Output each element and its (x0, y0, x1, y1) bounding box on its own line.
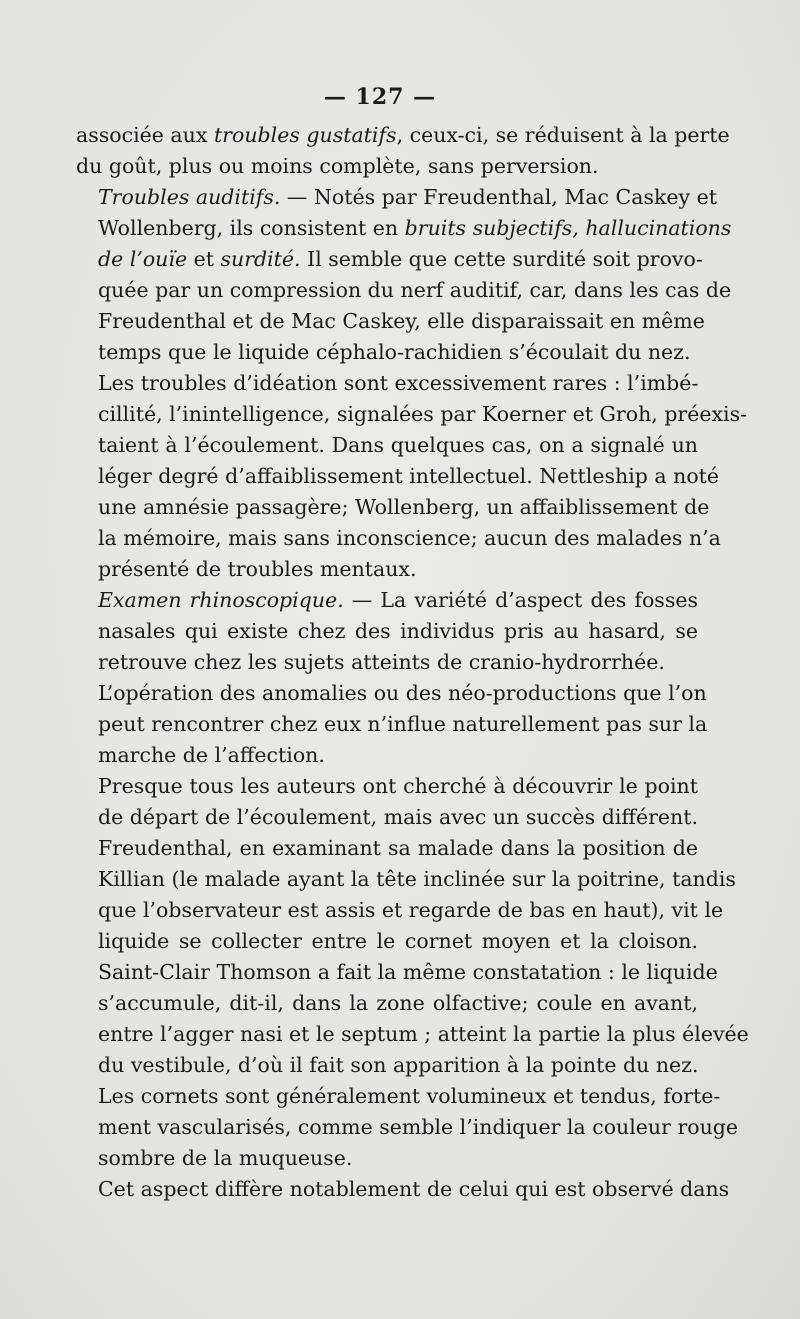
text-line (76, 802, 698, 833)
paragraph (76, 771, 749, 1081)
text-run: Les troubles d’idéation sont excessivement rares : l’imbé- (98, 371, 699, 395)
text-line (76, 709, 708, 740)
text-line (76, 492, 710, 523)
text-line (76, 678, 707, 709)
text-run: du goût, plus ou moins complète, sans perversion. (76, 154, 599, 178)
text-line (76, 864, 736, 895)
text-run: — La variété d’aspect des fosses (343, 588, 698, 612)
paragraph (76, 585, 698, 678)
text-run: cillité, l’inintelligence, signalées par Koerner et Groh, préexis- (98, 402, 748, 426)
text-line (76, 647, 698, 678)
text-line (76, 740, 698, 771)
body-text (76, 120, 749, 1205)
text-line (76, 337, 698, 368)
text-run: que l’observateur est assis et regarde de bas en haut), vit le (98, 898, 724, 922)
text-line (76, 368, 698, 399)
text-run: Les cornets sont généralement volumineux et tendus, forte- (98, 1084, 721, 1108)
text-line (76, 399, 748, 430)
text-run: ment vascularisés, comme semble l’indiquer la couleur rouge (98, 1115, 739, 1139)
text-run: associée aux (76, 123, 214, 147)
text-line (76, 895, 724, 926)
text-line (76, 182, 717, 213)
text-run: retrouve chez les sujets atteints de cranio-hydrorrhée. (98, 650, 665, 674)
text-line (76, 926, 698, 957)
text-run: , ceux-ci, se réduisent à la perte (396, 123, 730, 147)
paragraph (76, 1174, 730, 1205)
text-run: peut rencontrer chez eux n’influe naturellement pas sur la (98, 712, 708, 736)
text-run: et (187, 247, 221, 271)
text-run: entre l’agger nasi et le septum ; atteint la partie la plus élevée (98, 1022, 749, 1046)
text-run: taient à l’écoulement. Dans quelques cas, on a signalé un (98, 433, 698, 457)
text-line (76, 1019, 749, 1050)
text-line (76, 957, 718, 988)
text-run: temps que le liquide céphalo-rachidien s’écoulait du nez. (98, 340, 691, 364)
italic-text: Troubles auditifs. (98, 185, 281, 209)
text-line (76, 1081, 721, 1112)
text-run: quée par un compression du nerf auditif, car, dans les cas de (98, 278, 732, 302)
text-run: Freudenthal, en examinant sa malade dans la position de (98, 836, 698, 860)
text-line (76, 771, 698, 802)
text-line (76, 461, 720, 492)
text-line (76, 430, 698, 461)
text-run: sombre de la muqueuse. (98, 1146, 353, 1170)
paragraph (76, 368, 748, 585)
text-line (76, 244, 703, 275)
text-line (76, 988, 698, 1019)
text-run: liquide se collecter entre le cornet moyen et la cloison. (98, 929, 698, 953)
text-run: s’accumule, dit-il, dans la zone olfactive; coule en avant, (98, 991, 698, 1015)
text-run: une amnésie passagère; Wollenberg, un affaiblissement de (98, 495, 710, 519)
text-run: Killian (le malade ayant la tête inclinée sur la poitrine, tandis (98, 867, 736, 891)
paragraph (76, 182, 732, 368)
text-run: nasales qui existe chez des individus pris au hasard, se (98, 619, 698, 643)
text-line (76, 120, 730, 151)
text-run: Freudenthal et de Mac Caskey, elle disparaissait en même (98, 309, 705, 333)
text-line (76, 1050, 698, 1081)
text-run: Wollenberg, ils consistent en (98, 216, 405, 240)
text-run: présenté de troubles mentaux. (98, 557, 417, 581)
text-line (76, 523, 721, 554)
text-line (76, 554, 698, 585)
text-run: du vestibule, d’où il fait son apparition à la pointe du nez. (98, 1053, 699, 1077)
text-line (76, 306, 705, 337)
text-line (76, 1112, 739, 1143)
text-run: L’opération des anomalies ou des néo-productions que l’on (98, 681, 707, 705)
italic-text: bruits subjectifs, hallucinations (404, 216, 732, 240)
text-run: — Notés par Freudenthal, Mac Caskey et (280, 185, 717, 209)
italic-text: Examen rhinoscopique. (98, 588, 344, 612)
text-run: Cet aspect diffère notablement de celui qui est observé dans (98, 1177, 730, 1201)
italic-text: troubles gustatifs (213, 123, 397, 147)
text-run: marche de l’affection. (98, 743, 325, 767)
text-line (76, 1174, 730, 1205)
page-number: — 127 — (323, 84, 437, 110)
paragraph (76, 678, 708, 771)
text-line (76, 275, 732, 306)
text-line (76, 616, 698, 647)
text-line (76, 1143, 698, 1174)
paragraph (76, 1081, 739, 1174)
italic-text: de l’ouïe (98, 247, 188, 271)
text-run: léger degré d’affaiblissement intellectuel. Nettleship a noté (98, 464, 720, 488)
text-line (76, 585, 698, 616)
paragraph (76, 120, 730, 182)
text-run: Saint-Clair Thomson a fait la même constatation : le liquide (98, 960, 718, 984)
text-run: de départ de l’écoulement, mais avec un succès différent. (98, 805, 698, 829)
text-line (76, 213, 732, 244)
text-run: la mémoire, mais sans inconscience; aucun des malades n’a (98, 526, 721, 550)
text-line (76, 833, 698, 864)
text-line (76, 151, 698, 182)
italic-text: surdité. (220, 247, 301, 271)
text-run: Il semble que cette surdité soit provo- (300, 247, 703, 271)
text-run: Presque tous les auteurs ont cherché à découvrir le point (98, 774, 698, 798)
